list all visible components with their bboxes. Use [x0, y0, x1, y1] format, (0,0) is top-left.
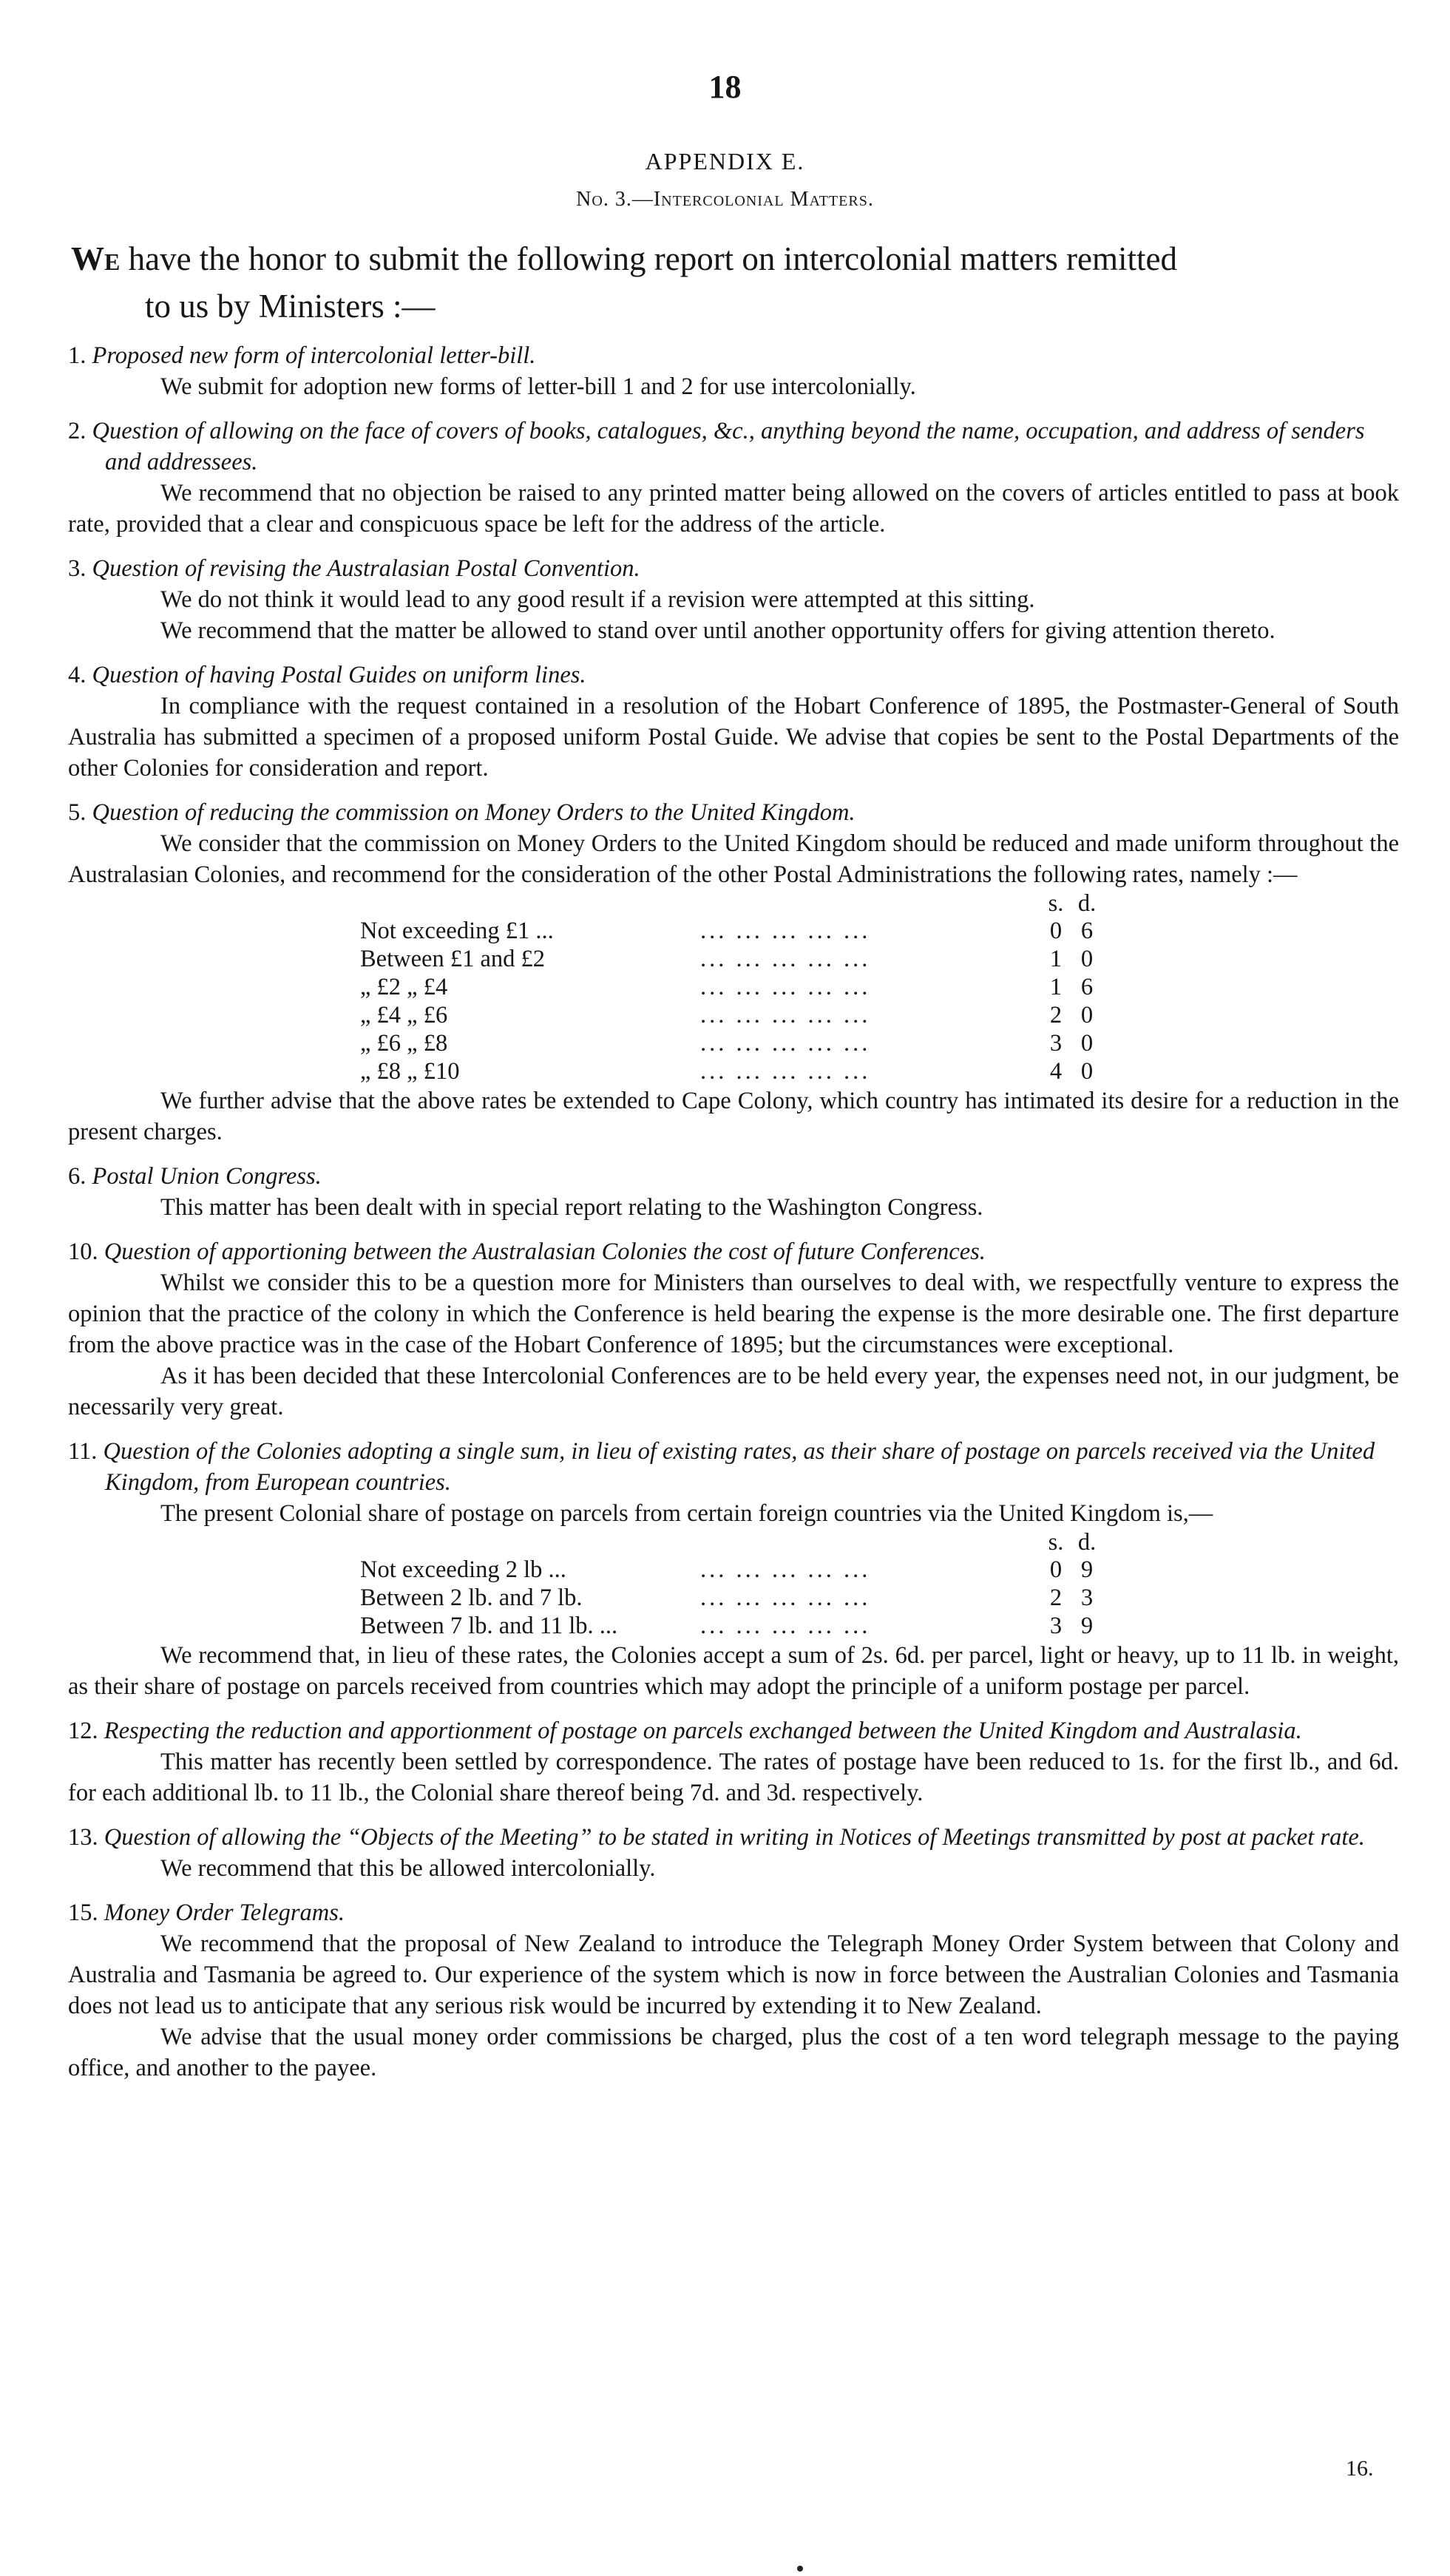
- section-subtitle: No. 3.—Intercolonial Matters.: [576, 188, 874, 211]
- rates-cell-dots: ... ... ... ... ...: [700, 1002, 871, 1028]
- item-paragraph: This matter has recently been settled by correspondence. The rates of postage have been reduced to 1s. for the first lb., and 6d. for each additional lb. to 11 lb., the Colonial share thereof being 7d. and 3d. respectively.: [68, 1749, 1399, 1806]
- spacer-cell: [360, 1529, 700, 1556]
- item-paragraph: We further advise that the above rates be extended to Cape Colony, which country has intimated its desire for a reduction in the present charges.: [68, 1088, 1399, 1145]
- item-number: 1.: [68, 342, 87, 369]
- rates-cell-label: „ £2 „ £4: [360, 974, 448, 1000]
- item-number: 11.: [68, 1438, 98, 1465]
- item-heading-text: Money Order Telegrams.: [104, 1899, 345, 1926]
- rates-cell-label: „ £4 „ £6: [360, 1002, 448, 1028]
- rates-cell-d: 6: [1080, 974, 1094, 1000]
- item-heading-text: Question of the Colonies adopting a single sum, in lieu of existing rates, as their share of postage on parcels received via the United Kingdom, from European countries.: [103, 1438, 1375, 1496]
- item-paragraph: We recommend that the proposal of New Zealand to introduce the Telegraph Money Order System between that Colony and Australia and Tasmania be agreed to. Our experience of the system which is now in force between the Australian Colonies and Tasmania does not lead us to anticipate that any serious risk would be incurred by extending it to New Zealand.: [68, 1931, 1399, 2019]
- intro-lead: We: [71, 240, 121, 277]
- item-number: 13.: [68, 1824, 98, 1851]
- rates-cell-s: 3: [1049, 1613, 1063, 1639]
- page-mark: [797, 2566, 803, 2572]
- rates-row: [360, 1612, 1102, 1640]
- item-paragraph: We recommend that this be allowed intercolonially.: [160, 1855, 656, 1882]
- report-item: [68, 1436, 1399, 1702]
- rates-row: [360, 1057, 1102, 1085]
- rates-cell-s: 2: [1049, 1002, 1063, 1028]
- page-number: 18: [708, 69, 742, 105]
- rates-table: [360, 890, 1102, 1085]
- rates-cell-label: Not exceeding £1 ...: [360, 918, 554, 944]
- rates-header-d: d.: [1077, 890, 1097, 917]
- item-heading-text: Question of reducing the commission on Money Orders to the United Kingdom.: [92, 799, 856, 826]
- rates-cell-dots: ... ... ... ... ...: [700, 1556, 871, 1583]
- item-heading: [68, 797, 1399, 828]
- rates-header-row: [360, 890, 1102, 917]
- rates-cell-d: 0: [1080, 946, 1094, 972]
- item-heading-text: Question of allowing the “Objects of the Meeting” to be stated in writing in Notices of Meetings transmitted by post at packet rate.: [104, 1824, 1365, 1851]
- item-number: 6.: [68, 1163, 87, 1190]
- rates-cell-label: Not exceeding 2 lb ...: [360, 1556, 566, 1583]
- report-item: [68, 1897, 1399, 2084]
- report-item: [68, 553, 1399, 646]
- item-paragraph: We consider that the commission on Money Orders to the United Kingdom should be reduced and made uniform throughout the Australasian Colonies, and recommend for the consideration of the other Postal Administrations the following rates, namely :—: [68, 830, 1399, 888]
- rates-header-s: s.: [1048, 1529, 1064, 1556]
- intro-paragraph: [71, 235, 1402, 330]
- item-heading-text: Proposed new form of intercolonial letter-bill.: [92, 342, 536, 369]
- item-heading-text: Question of having Postal Guides on uniform lines.: [92, 662, 586, 688]
- rates-row: [360, 1584, 1102, 1612]
- rates-header-d: d.: [1077, 1529, 1097, 1556]
- report-item: [68, 797, 1399, 1148]
- item-number: 10.: [68, 1238, 98, 1265]
- appendix-title: APPENDIX E.: [645, 148, 805, 174]
- item-heading: [68, 553, 1399, 584]
- report-item: [68, 1236, 1399, 1423]
- item-number: 5.: [68, 799, 87, 826]
- spacer-cell: [700, 890, 1040, 917]
- item-paragraph: In compliance with the request contained in a resolution of the Hobart Conference of 1895, the Postmaster-General of South Australia has submitted a specimen of a proposed uniform Postal Guide. We advise that copies be sent to the Postal Departments of the other Colonies for consideration and report.: [68, 693, 1399, 782]
- item-paragraph: This matter has been dealt with in special report relating to the Washington Congress.: [160, 1194, 983, 1221]
- rates-row: [360, 917, 1102, 945]
- rates-cell-d: 0: [1080, 1058, 1094, 1085]
- rates-header-s: s.: [1048, 890, 1064, 917]
- item-number: 15.: [68, 1899, 98, 1926]
- catchword: 16.: [1346, 2456, 1374, 2481]
- item-heading: [68, 1715, 1399, 1746]
- rates-row: [360, 1556, 1102, 1584]
- item-heading: [68, 660, 1399, 691]
- rates-row: [360, 945, 1102, 973]
- item-paragraph: We advise that the usual money order commissions be charged, plus the cost of a ten word telegraph message to the paying office, and another to the payee.: [68, 2024, 1399, 2081]
- item-number: 2.: [68, 418, 87, 444]
- rates-table: [360, 1529, 1102, 1640]
- intro-line-2: to us by Ministers :—: [145, 288, 436, 325]
- rates-cell-s: 0: [1049, 918, 1063, 944]
- rates-cell-s: 0: [1049, 1556, 1063, 1583]
- item-heading-text: Question of apportioning between the Australasian Colonies the cost of future Conferences.: [104, 1238, 986, 1265]
- rates-cell-d: 9: [1080, 1556, 1094, 1583]
- rates-cell-d: 3: [1080, 1584, 1094, 1611]
- report-item: [68, 660, 1399, 784]
- rates-cell-dots: ... ... ... ... ...: [700, 1058, 871, 1085]
- item-heading: [68, 1436, 1399, 1498]
- rates-row: [360, 1029, 1102, 1057]
- rates-cell-s: 1: [1049, 946, 1063, 972]
- rates-cell-dots: ... ... ... ... ...: [700, 946, 871, 972]
- rates-cell-dots: ... ... ... ... ...: [700, 918, 871, 944]
- item-heading: [68, 340, 1399, 371]
- rates-cell-dots: ... ... ... ... ...: [700, 974, 871, 1000]
- spacer-cell: [360, 890, 700, 917]
- rates-cell-d: 0: [1080, 1002, 1094, 1028]
- item-paragraph: We recommend that no objection be raised to any printed matter being allowed on the covers of articles entitled to pass at book rate, provided that a clear and conspicuous space be left for the address of the article.: [68, 480, 1399, 538]
- rates-cell-label: „ £8 „ £10: [360, 1058, 460, 1085]
- rates-cell-label: Between 2 lb. and 7 lb.: [360, 1584, 583, 1611]
- rates-header-row: [360, 1529, 1102, 1556]
- spacer-cell: [700, 1529, 1040, 1556]
- item-heading-text: Question of allowing on the face of covers of books, catalogues, &c., anything beyond the name, occupation, and address of senders and addressees.: [92, 418, 1365, 475]
- item-heading: [68, 1236, 1399, 1267]
- item-heading-text: Question of revising the Australasian Postal Convention.: [92, 555, 640, 582]
- rates-cell-d: 6: [1080, 918, 1094, 944]
- rates-cell-s: 2: [1049, 1584, 1063, 1611]
- rates-cell-label: „ £6 „ £8: [360, 1030, 448, 1057]
- item-paragraph: We recommend that, in lieu of these rates, the Colonies accept a sum of 2s. 6d. per parcel, light or heavy, up to 11 lb. in weight, as their share of postage on parcels received from countries which may adopt the principle of a uniform postage per parcel.: [68, 1642, 1399, 1700]
- item-paragraph: Whilst we consider this to be a question more for Ministers than ourselves to deal with, we respectfully venture to express the opinion that the practice of the colony in which the Conference is held bearing the expense is the more desirable one. The first departure from the above practice was in the case of the Hobart Conference of 1895; but the circumstances were exceptional.: [68, 1270, 1399, 1358]
- item-paragraph: We do not think it would lead to any good result if a revision were attempted at this sitting.: [160, 586, 1035, 613]
- rates-cell-s: 4: [1049, 1058, 1063, 1085]
- rates-cell-s: 1: [1049, 974, 1063, 1000]
- rates-cell-label: Between £1 and £2: [360, 946, 546, 972]
- item-number: 3.: [68, 555, 87, 582]
- rates-cell-label: Between 7 lb. and 11 lb. ...: [360, 1613, 618, 1639]
- item-heading: [68, 416, 1399, 478]
- rates-cell-s: 3: [1049, 1030, 1063, 1057]
- item-number: 12.: [68, 1718, 98, 1744]
- item-heading: [68, 1897, 1399, 1928]
- rates-cell-d: 9: [1080, 1613, 1094, 1639]
- report-item: [68, 1822, 1399, 1884]
- item-heading-text: Respecting the reduction and apportionment of postage on parcels exchanged between the United Kingdom and Australasia.: [104, 1718, 1302, 1744]
- item-number: 4.: [68, 662, 87, 688]
- report-item: [68, 340, 1399, 402]
- item-paragraph: We submit for adoption new forms of letter-bill 1 and 2 for use intercolonially.: [160, 373, 916, 400]
- item-paragraph: We recommend that the matter be allowed to stand over until another opportunity offers for giving attention thereto.: [160, 617, 1275, 644]
- item-paragraph: The present Colonial share of postage on parcels from certain foreign countries via the United Kingdom is,—: [160, 1500, 1213, 1527]
- item-heading: [68, 1822, 1399, 1853]
- report-item: [68, 1715, 1399, 1809]
- rates-cell-d: 0: [1080, 1030, 1094, 1057]
- item-heading: [68, 1161, 1399, 1192]
- rates-cell-dots: ... ... ... ... ...: [700, 1613, 871, 1639]
- report-items: [68, 340, 1399, 2097]
- rates-cell-dots: ... ... ... ... ...: [700, 1584, 871, 1611]
- intro-line-1: have the honor to submit the following report on intercolonial matters remitted: [120, 240, 1177, 277]
- rates-row: [360, 1001, 1102, 1029]
- report-item: [68, 1161, 1399, 1223]
- item-heading-text: Postal Union Congress.: [92, 1163, 322, 1190]
- item-paragraph: As it has been decided that these Intercolonial Conferences are to be held every year, the expenses need not, in our judgment, be necessarily very great.: [68, 1363, 1399, 1420]
- report-item: [68, 416, 1399, 540]
- rates-cell-dots: ... ... ... ... ...: [700, 1030, 871, 1057]
- rates-row: [360, 973, 1102, 1001]
